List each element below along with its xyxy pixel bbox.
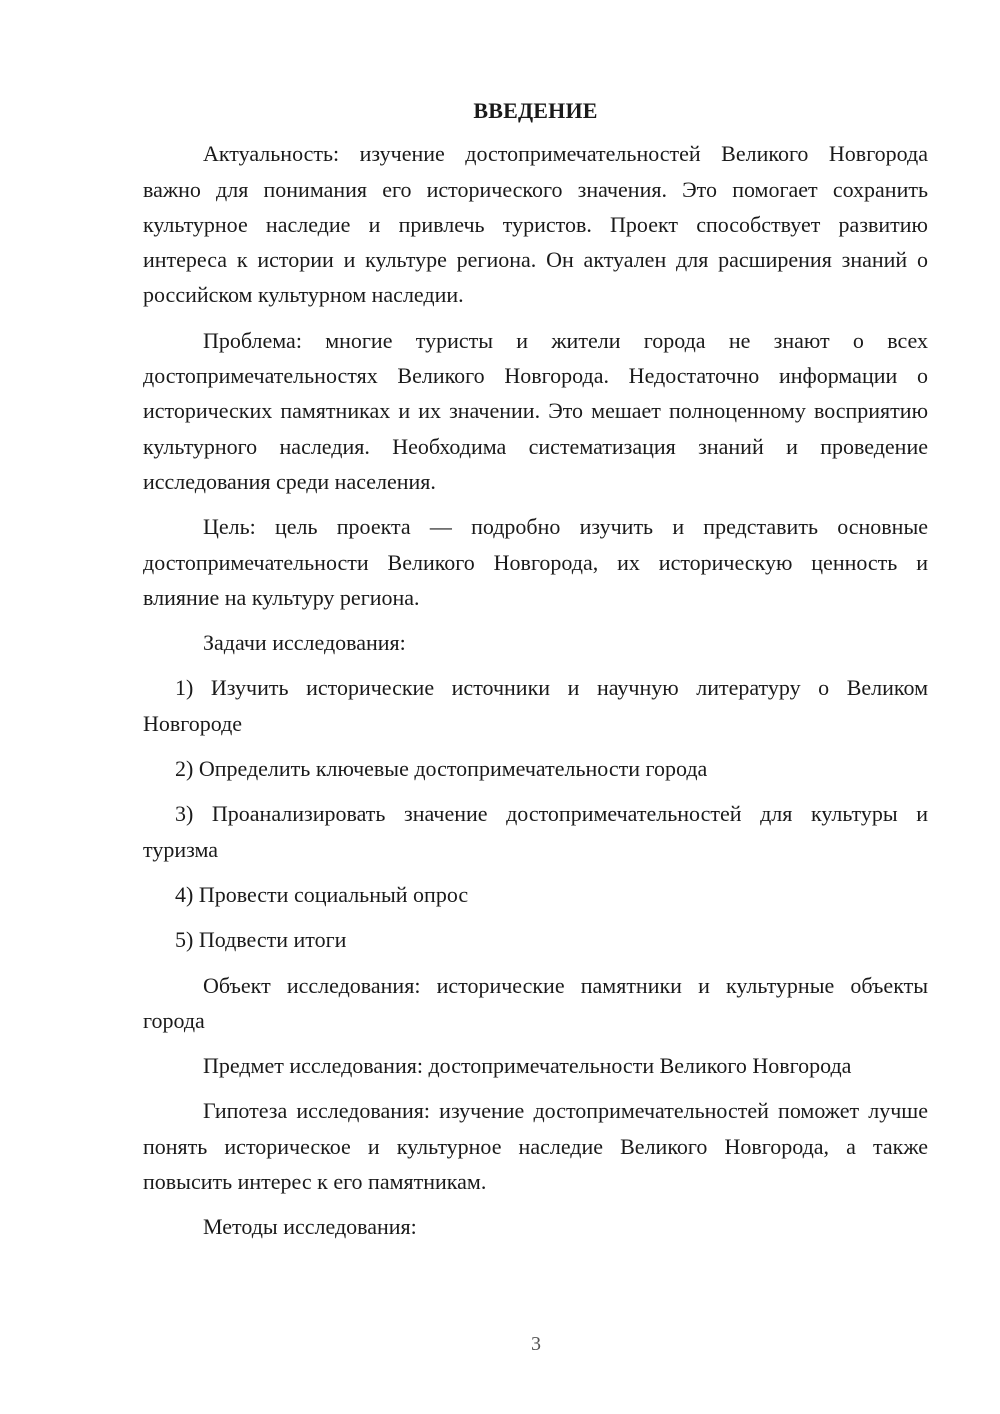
tasks-list (143, 670, 928, 957)
section-heading: ВВЕДЕНИЕ (473, 98, 598, 123)
paragraph-problem: Проблема: многие туристы и жители города не знают о всех достопримечательностях Великого Новгорода. Недостаточно информации о исторических памятниках и их значении. Это мешает полноценному восприятию культурного наследия. Необходима систематизация знаний и проведение исследования среди населения. (143, 327, 928, 494)
paragraph-hypothesis: Гипотеза исследования: изучение достопримечательностей поможет лучше понять историческое и культурное наследие Великого Новгорода, а также повысить интерес к его памятникам. (143, 1098, 928, 1195)
task-item: 5) Подвести итоги (175, 927, 347, 953)
task-item: 1) Изучить исторические источники и научную литературу о Великом Новгороде (143, 675, 928, 736)
document-page (143, 93, 928, 1255)
task-item: 2) Определить ключевые достопримечательности города (175, 756, 708, 782)
methods-title: Методы исследования: (203, 1214, 417, 1240)
page-number: 3 (531, 1333, 541, 1355)
paragraph-goal: Цель: цель проекта — подробно изучить и представить основные достопримечательности Великого Новгорода, их историческую ценность и влияние на культуру региона. (143, 514, 928, 610)
tasks-title: Задачи исследования: (203, 630, 406, 656)
paragraph-object: Объект исследования: исторические памятники и культурные объекты города (143, 972, 928, 1033)
task-item: 3) Проанализировать значение достопримечательностей для культуры и туризма (143, 801, 928, 862)
task-item: 4) Провести социальный опрос (175, 881, 469, 907)
paragraph-subject: Предмет исследования: достопримечательности Великого Новгорода (203, 1053, 852, 1079)
paragraph-relevance: Актуальность: изучение достопримечательностей Великого Новгорода важно для понимания его исторического значения. Это помогает сохранить культурное наследие и привлечь туристов. Проект способствует развитию интереса к истории и культуре региона. Он актуален для расширения знаний о российском культурном наследии. (143, 141, 928, 308)
